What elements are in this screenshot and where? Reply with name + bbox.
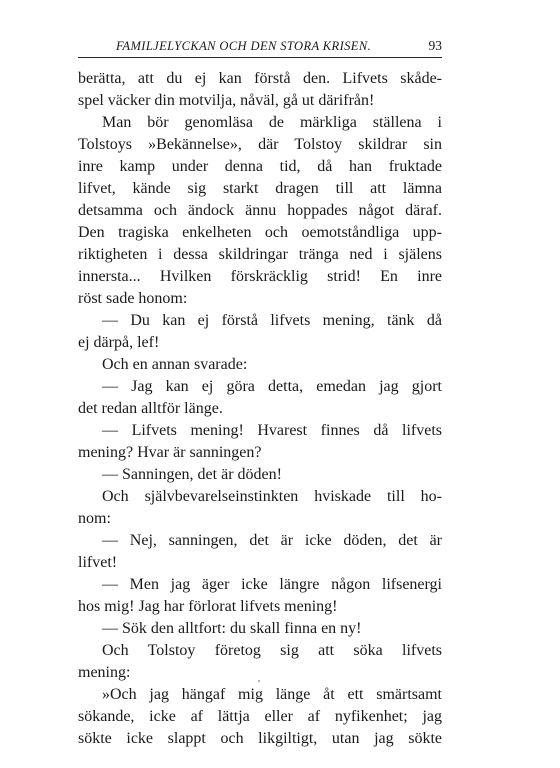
header-rule [78, 57, 442, 58]
body-text [78, 68, 442, 750]
text-line: hos mig! Jag har förlorat lifvets mening! [78, 598, 338, 615]
text-line: — Sök den alltfort: du skall finna en ny! [102, 620, 362, 637]
text-line: lifvet, kände sig starkt dragen till att lämna [78, 180, 442, 197]
text-line: berätta, att du ej kan förstå den. Lifvets skåde- [78, 70, 442, 87]
text-line: detsamma och ändock ännu hoppades något däraf. [78, 202, 442, 219]
text-line: lifvet! [78, 554, 118, 571]
text-line: innersta... Hvilken förskräcklig strid! En inre [78, 268, 442, 285]
text-line: — Du kan ej förstå lifvets mening, tänk då [102, 312, 442, 329]
text-line: mening: [78, 664, 131, 681]
text-line: sökande, icke af lättja eller af nyfikenhet; jag [78, 708, 442, 725]
text-line: det redan alltför länge. [78, 400, 223, 417]
text-line: — Nej, sanningen, det är icke döden, det är [102, 532, 442, 549]
text-line: Och en annan svarade: [102, 356, 248, 373]
text-line: Tolstoys »Bekännelse», där Tolstoy skildrar sin [78, 136, 442, 153]
text-line: Den tragiska enkelheten och oemotståndliga upp- [78, 224, 442, 241]
text-line: mening? Hvar är sanningen? [78, 444, 262, 461]
page-number: 93 [428, 38, 442, 53]
text-line: — Sanningen, det är döden! [102, 466, 282, 483]
text-line: Och Tolstoy företog sig att söka lifvets [102, 642, 442, 659]
text-line: riktigheten i dessa skildringar tränga ned i själens [78, 246, 442, 263]
text-line: — Jag kan ej göra detta, emedan jag gjort [102, 378, 442, 395]
text-line: spel väcker din motvilja, nåväl, gå ut därifrån! [78, 92, 375, 109]
print-speck [258, 680, 260, 682]
text-line: Och självbevarelseinstinkten hviskade till ho- [102, 488, 442, 505]
text-line: ej därpå, lef! [78, 334, 160, 351]
running-head [78, 36, 442, 58]
text-line: Man bör genomläsa de märkliga ställena i [102, 114, 442, 131]
text-line: röst sade honom: [78, 290, 188, 307]
text-line: inre kamp under denna tid, då han fruktade [78, 158, 442, 175]
text-line: sökte icke slappt och likgiltigt, utan jag sökte [78, 730, 442, 747]
text-line: »Och jag hängaf mig länge åt ett smärtsamt [102, 686, 442, 703]
text-line: — Men jag äger icke längre någon lifsenergi [102, 576, 442, 593]
text-line: — Lifvets mening! Hvarest finnes då lifvets [102, 422, 442, 439]
text-line: nom: [78, 510, 111, 527]
running-title: FAMILJELYCKAN OCH DEN STORA KRISEN. [116, 39, 372, 53]
